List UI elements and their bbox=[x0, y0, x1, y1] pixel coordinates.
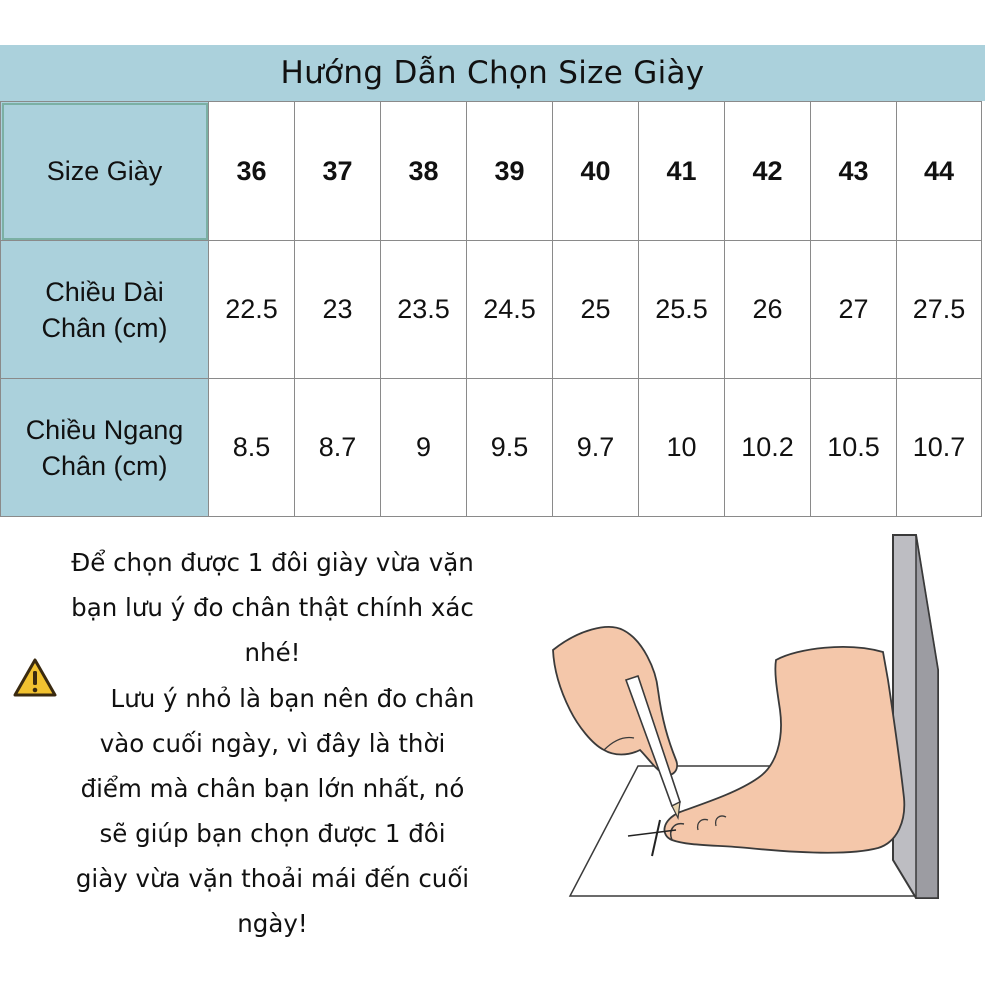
tip-line: ngày! bbox=[237, 909, 308, 938]
table-cell: 43 bbox=[811, 102, 897, 241]
size-chart-table bbox=[0, 101, 982, 517]
table-row-shoe-size bbox=[1, 102, 982, 241]
table-cell: 9.7 bbox=[553, 379, 639, 517]
note-line: bạn lưu ý đo chân thật chính xác bbox=[71, 593, 474, 622]
table-cell: 9 bbox=[381, 379, 467, 517]
table-row-foot-width bbox=[1, 379, 982, 517]
table-cell: 10.2 bbox=[725, 379, 811, 517]
foot-shape bbox=[664, 647, 904, 853]
row-header-shoe-size bbox=[1, 102, 209, 241]
row-header-line: Size Giày bbox=[46, 156, 163, 186]
table-cell: 25.5 bbox=[639, 241, 725, 379]
table-cell: 22.5 bbox=[209, 241, 295, 379]
table-cell: 42 bbox=[725, 102, 811, 241]
row-header-foot-length bbox=[1, 241, 209, 379]
tip-line: giày vừa vặn thoải mái đến cuối bbox=[75, 864, 470, 893]
table-cell: 9.5 bbox=[467, 379, 553, 517]
table-cell: 8.7 bbox=[295, 379, 381, 517]
table-cell: 27.5 bbox=[897, 241, 982, 379]
table-cell: 37 bbox=[295, 102, 381, 241]
table-row-foot-length bbox=[1, 241, 982, 379]
measurement-note bbox=[0, 540, 545, 675]
foot-measuring-illustration bbox=[548, 530, 985, 910]
table-cell: 39 bbox=[467, 102, 553, 241]
row-header-line: Chiều Dài bbox=[45, 276, 164, 307]
table-cell: 36 bbox=[209, 102, 295, 241]
title-bar bbox=[0, 45, 985, 101]
tip-line: vào cuối ngày, vì đây là thời bbox=[99, 729, 446, 758]
row-header-line: Chân (cm) bbox=[41, 450, 168, 481]
tip-line: sẽ giúp bạn chọn được 1 đôi bbox=[99, 819, 446, 848]
table-cell: 41 bbox=[639, 102, 725, 241]
table-cell: 27 bbox=[811, 241, 897, 379]
row-header-line: Chân (cm) bbox=[41, 312, 168, 343]
measurement-tip bbox=[0, 676, 545, 946]
table-cell: 10 bbox=[639, 379, 725, 517]
table-cell: 23.5 bbox=[381, 241, 467, 379]
row-header-foot-width bbox=[1, 379, 209, 517]
page-title: Hướng Dẫn Chọn Size Giày bbox=[280, 55, 705, 91]
note-line: nhé! bbox=[244, 638, 301, 667]
table-cell: 23 bbox=[295, 241, 381, 379]
tip-line: Lưu ý nhỏ là bạn nên đo chân bbox=[110, 684, 475, 713]
table-cell: 44 bbox=[897, 102, 982, 241]
table-cell: 10.5 bbox=[811, 379, 897, 517]
table-cell: 25 bbox=[553, 241, 639, 379]
table-cell: 8.5 bbox=[209, 379, 295, 517]
note-line: Để chọn được 1 đôi giày vừa vặn bbox=[71, 548, 474, 577]
table-cell: 38 bbox=[381, 102, 467, 241]
table-cell: 24.5 bbox=[467, 241, 553, 379]
table-cell: 26 bbox=[725, 241, 811, 379]
row-header-line: Chiều Ngang bbox=[25, 414, 184, 445]
table-cell: 40 bbox=[553, 102, 639, 241]
tip-line: điểm mà chân bạn lớn nhất, nó bbox=[80, 774, 465, 803]
table-cell: 10.7 bbox=[897, 379, 982, 517]
